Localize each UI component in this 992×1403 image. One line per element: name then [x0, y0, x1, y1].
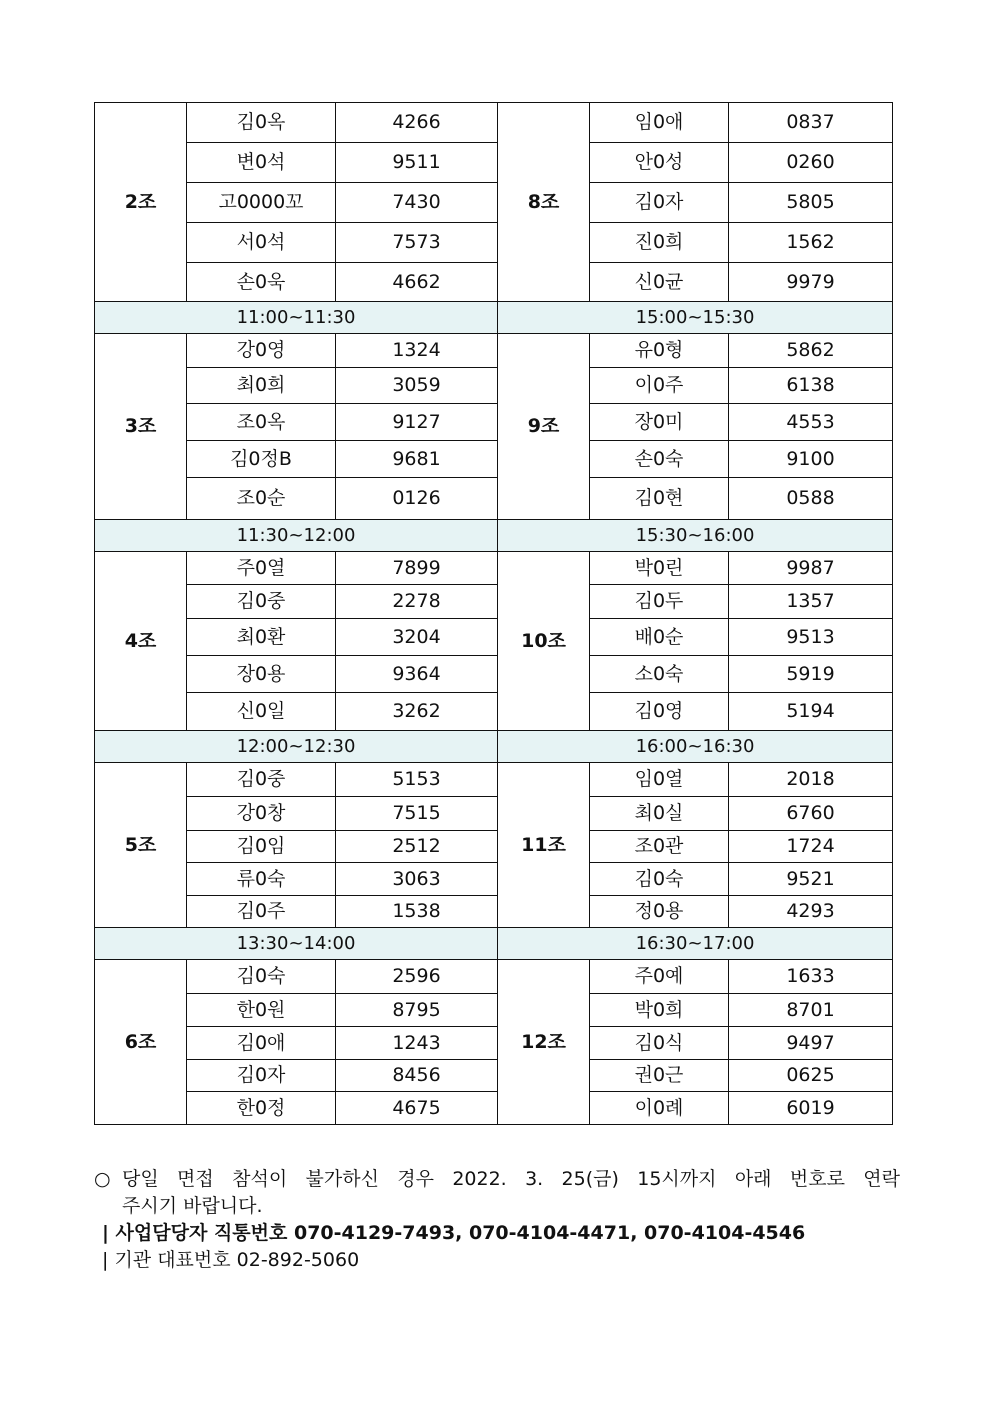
time-slot-right: 15:30~16:00 — [498, 520, 893, 552]
applicant-name: 강0영 — [187, 334, 336, 368]
applicant-id-digits: 3204 — [336, 619, 498, 656]
applicant-id-digits: 4293 — [729, 896, 893, 928]
applicant-name: 조0관 — [590, 831, 729, 863]
notice-line — [94, 1166, 900, 1193]
table-row — [95, 693, 893, 731]
applicant-id-digits: 1633 — [729, 960, 893, 994]
applicant-id-digits: 4266 — [336, 103, 498, 143]
notice-text-continued: 주시기 바랍니다. — [122, 1195, 263, 1217]
applicant-name: 조0순 — [187, 478, 336, 520]
applicant-name: 진0희 — [590, 223, 729, 263]
applicant-id-digits: 3262 — [336, 693, 498, 731]
applicant-id-digits: 9513 — [729, 619, 893, 656]
table-row — [95, 183, 893, 223]
table-row — [95, 863, 893, 896]
group-label: 3조 — [95, 334, 187, 520]
time-slot-left: 12:00~12:30 — [95, 731, 498, 763]
applicant-id-digits: 7573 — [336, 223, 498, 263]
time-slot-row — [95, 302, 893, 334]
applicant-name: 김0애 — [187, 1027, 336, 1060]
applicant-id-digits: 0588 — [729, 478, 893, 520]
applicant-id-digits: 5919 — [729, 656, 893, 693]
applicant-id-digits: 2596 — [336, 960, 498, 994]
time-slot-right: 16:30~17:00 — [498, 928, 893, 960]
table-row — [95, 994, 893, 1027]
applicant-id-digits: 3059 — [336, 368, 498, 404]
applicant-name: 이0주 — [590, 368, 729, 404]
applicant-id-digits: 0126 — [336, 478, 498, 520]
applicant-name: 김0중 — [187, 763, 336, 797]
table-row — [95, 619, 893, 656]
applicant-name: 한0원 — [187, 994, 336, 1027]
applicant-id-digits: 2278 — [336, 585, 498, 619]
applicant-name: 이0례 — [590, 1092, 729, 1125]
applicant-name: 류0숙 — [187, 863, 336, 896]
applicant-id-digits: 9987 — [729, 552, 893, 585]
applicant-id-digits: 1538 — [336, 896, 498, 928]
applicant-name: 유0형 — [590, 334, 729, 368]
applicant-id-digits: 2018 — [729, 763, 893, 797]
applicant-id-digits: 1324 — [336, 334, 498, 368]
interview-schedule-table — [94, 102, 893, 1125]
applicant-id-digits: 8456 — [336, 1060, 498, 1092]
applicant-name: 장0미 — [590, 404, 729, 441]
applicant-name: 주0열 — [187, 552, 336, 585]
applicant-name: 김0두 — [590, 585, 729, 619]
applicant-id-digits: 6138 — [729, 368, 893, 404]
time-slot-right: 16:00~16:30 — [498, 731, 893, 763]
group-label: 10조 — [498, 552, 590, 731]
applicant-name: 임0열 — [590, 763, 729, 797]
direct-contact-numbers: | 사업담당자 직통번호 070-4129-7493, 070-4104-4471, 070-4104-4546 — [102, 1222, 806, 1244]
applicant-id-digits: 9497 — [729, 1027, 893, 1060]
applicant-name: 신0균 — [590, 263, 729, 302]
applicant-name: 소0숙 — [590, 656, 729, 693]
applicant-name: 김0숙 — [590, 863, 729, 896]
table-row — [95, 263, 893, 302]
applicant-name: 임0애 — [590, 103, 729, 143]
table-row — [95, 797, 893, 831]
applicant-name: 김0자 — [590, 183, 729, 223]
table-row — [95, 585, 893, 619]
applicant-id-digits: 9979 — [729, 263, 893, 302]
applicant-id-digits: 5194 — [729, 693, 893, 731]
applicant-id-digits: 4675 — [336, 1092, 498, 1125]
applicant-id-digits: 6019 — [729, 1092, 893, 1125]
table-row — [95, 143, 893, 183]
time-slot-row — [95, 928, 893, 960]
table-row — [95, 763, 893, 797]
applicant-name: 변0석 — [187, 143, 336, 183]
applicant-id-digits: 8701 — [729, 994, 893, 1027]
table-row — [95, 960, 893, 994]
group-label: 11조 — [498, 763, 590, 928]
applicant-name: 김0정B — [187, 441, 336, 478]
applicant-id-digits: 0837 — [729, 103, 893, 143]
applicant-name: 김0주 — [187, 896, 336, 928]
applicant-name: 박0린 — [590, 552, 729, 585]
applicant-name: 김0옥 — [187, 103, 336, 143]
applicant-id-digits: 7515 — [336, 797, 498, 831]
applicant-name: 박0희 — [590, 994, 729, 1027]
group-label: 9조 — [498, 334, 590, 520]
applicant-name: 김0현 — [590, 478, 729, 520]
table-row — [95, 334, 893, 368]
applicant-id-digits: 0260 — [729, 143, 893, 183]
circle-bullet-icon: ○ — [94, 1168, 111, 1190]
group-label: 12조 — [498, 960, 590, 1125]
representative-number: | 기관 대표번호 02-892-5060 — [102, 1249, 360, 1271]
group-label: 6조 — [95, 960, 187, 1125]
applicant-id-digits: 0625 — [729, 1060, 893, 1092]
applicant-name: 김0숙 — [187, 960, 336, 994]
table-row — [95, 656, 893, 693]
applicant-name: 고0000꼬 — [187, 183, 336, 223]
table-row — [95, 552, 893, 585]
group-label: 4조 — [95, 552, 187, 731]
table-row — [95, 831, 893, 863]
applicant-id-digits: 2512 — [336, 831, 498, 863]
table-row — [95, 896, 893, 928]
table-row — [95, 404, 893, 441]
applicant-name: 배0순 — [590, 619, 729, 656]
applicant-name: 김0영 — [590, 693, 729, 731]
applicant-id-digits: 5153 — [336, 763, 498, 797]
applicant-id-digits: 1562 — [729, 223, 893, 263]
group-label: 2조 — [95, 103, 187, 302]
applicant-name: 최0희 — [187, 368, 336, 404]
table-row — [95, 103, 893, 143]
applicant-name: 김0임 — [187, 831, 336, 863]
applicant-id-digits: 1724 — [729, 831, 893, 863]
applicant-id-digits: 1357 — [729, 585, 893, 619]
table-row — [95, 1027, 893, 1060]
applicant-id-digits: 5805 — [729, 183, 893, 223]
applicant-name: 최0환 — [187, 619, 336, 656]
time-slot-left: 13:30~14:00 — [95, 928, 498, 960]
applicant-id-digits: 6760 — [729, 797, 893, 831]
applicant-id-digits: 9100 — [729, 441, 893, 478]
applicant-name: 손0욱 — [187, 263, 336, 302]
applicant-name: 신0일 — [187, 693, 336, 731]
applicant-id-digits: 5862 — [729, 334, 893, 368]
applicant-name: 권0근 — [590, 1060, 729, 1092]
table-row — [95, 478, 893, 520]
group-label: 8조 — [498, 103, 590, 302]
time-slot-row — [95, 520, 893, 552]
applicant-id-digits: 9127 — [336, 404, 498, 441]
applicant-name: 안0성 — [590, 143, 729, 183]
group-label: 5조 — [95, 763, 187, 928]
applicant-id-digits: 4553 — [729, 404, 893, 441]
applicant-name: 김0식 — [590, 1027, 729, 1060]
table-row — [95, 223, 893, 263]
table-row — [95, 368, 893, 404]
time-slot-row — [95, 731, 893, 763]
applicant-name: 조0옥 — [187, 404, 336, 441]
time-slot-left: 11:30~12:00 — [95, 520, 498, 552]
table-row — [95, 1060, 893, 1092]
applicant-id-digits: 9364 — [336, 656, 498, 693]
applicant-name: 주0예 — [590, 960, 729, 994]
applicant-id-digits: 3063 — [336, 863, 498, 896]
table-row — [95, 441, 893, 478]
time-slot-right: 15:00~15:30 — [498, 302, 893, 334]
applicant-id-digits: 7899 — [336, 552, 498, 585]
applicant-id-digits: 1243 — [336, 1027, 498, 1060]
time-slot-left: 11:00~11:30 — [95, 302, 498, 334]
applicant-id-digits: 4662 — [336, 263, 498, 302]
applicant-name: 한0정 — [187, 1092, 336, 1125]
applicant-name: 김0자 — [187, 1060, 336, 1092]
notice-text: 당일 면접 참석이 불가하신 경우 2022. 3. 25(금) 15시까지 아래 번호로 연락 — [122, 1168, 900, 1190]
applicant-name: 서0석 — [187, 223, 336, 263]
applicant-name: 손0숙 — [590, 441, 729, 478]
applicant-id-digits: 9521 — [729, 863, 893, 896]
applicant-name: 장0용 — [187, 656, 336, 693]
applicant-name: 김0중 — [187, 585, 336, 619]
applicant-name: 최0실 — [590, 797, 729, 831]
applicant-id-digits: 7430 — [336, 183, 498, 223]
notice-section — [94, 1166, 900, 1274]
applicant-id-digits: 9511 — [336, 143, 498, 183]
applicant-name: 강0창 — [187, 797, 336, 831]
applicant-id-digits: 8795 — [336, 994, 498, 1027]
applicant-name: 정0용 — [590, 896, 729, 928]
applicant-id-digits: 9681 — [336, 441, 498, 478]
table-row — [95, 1092, 893, 1125]
